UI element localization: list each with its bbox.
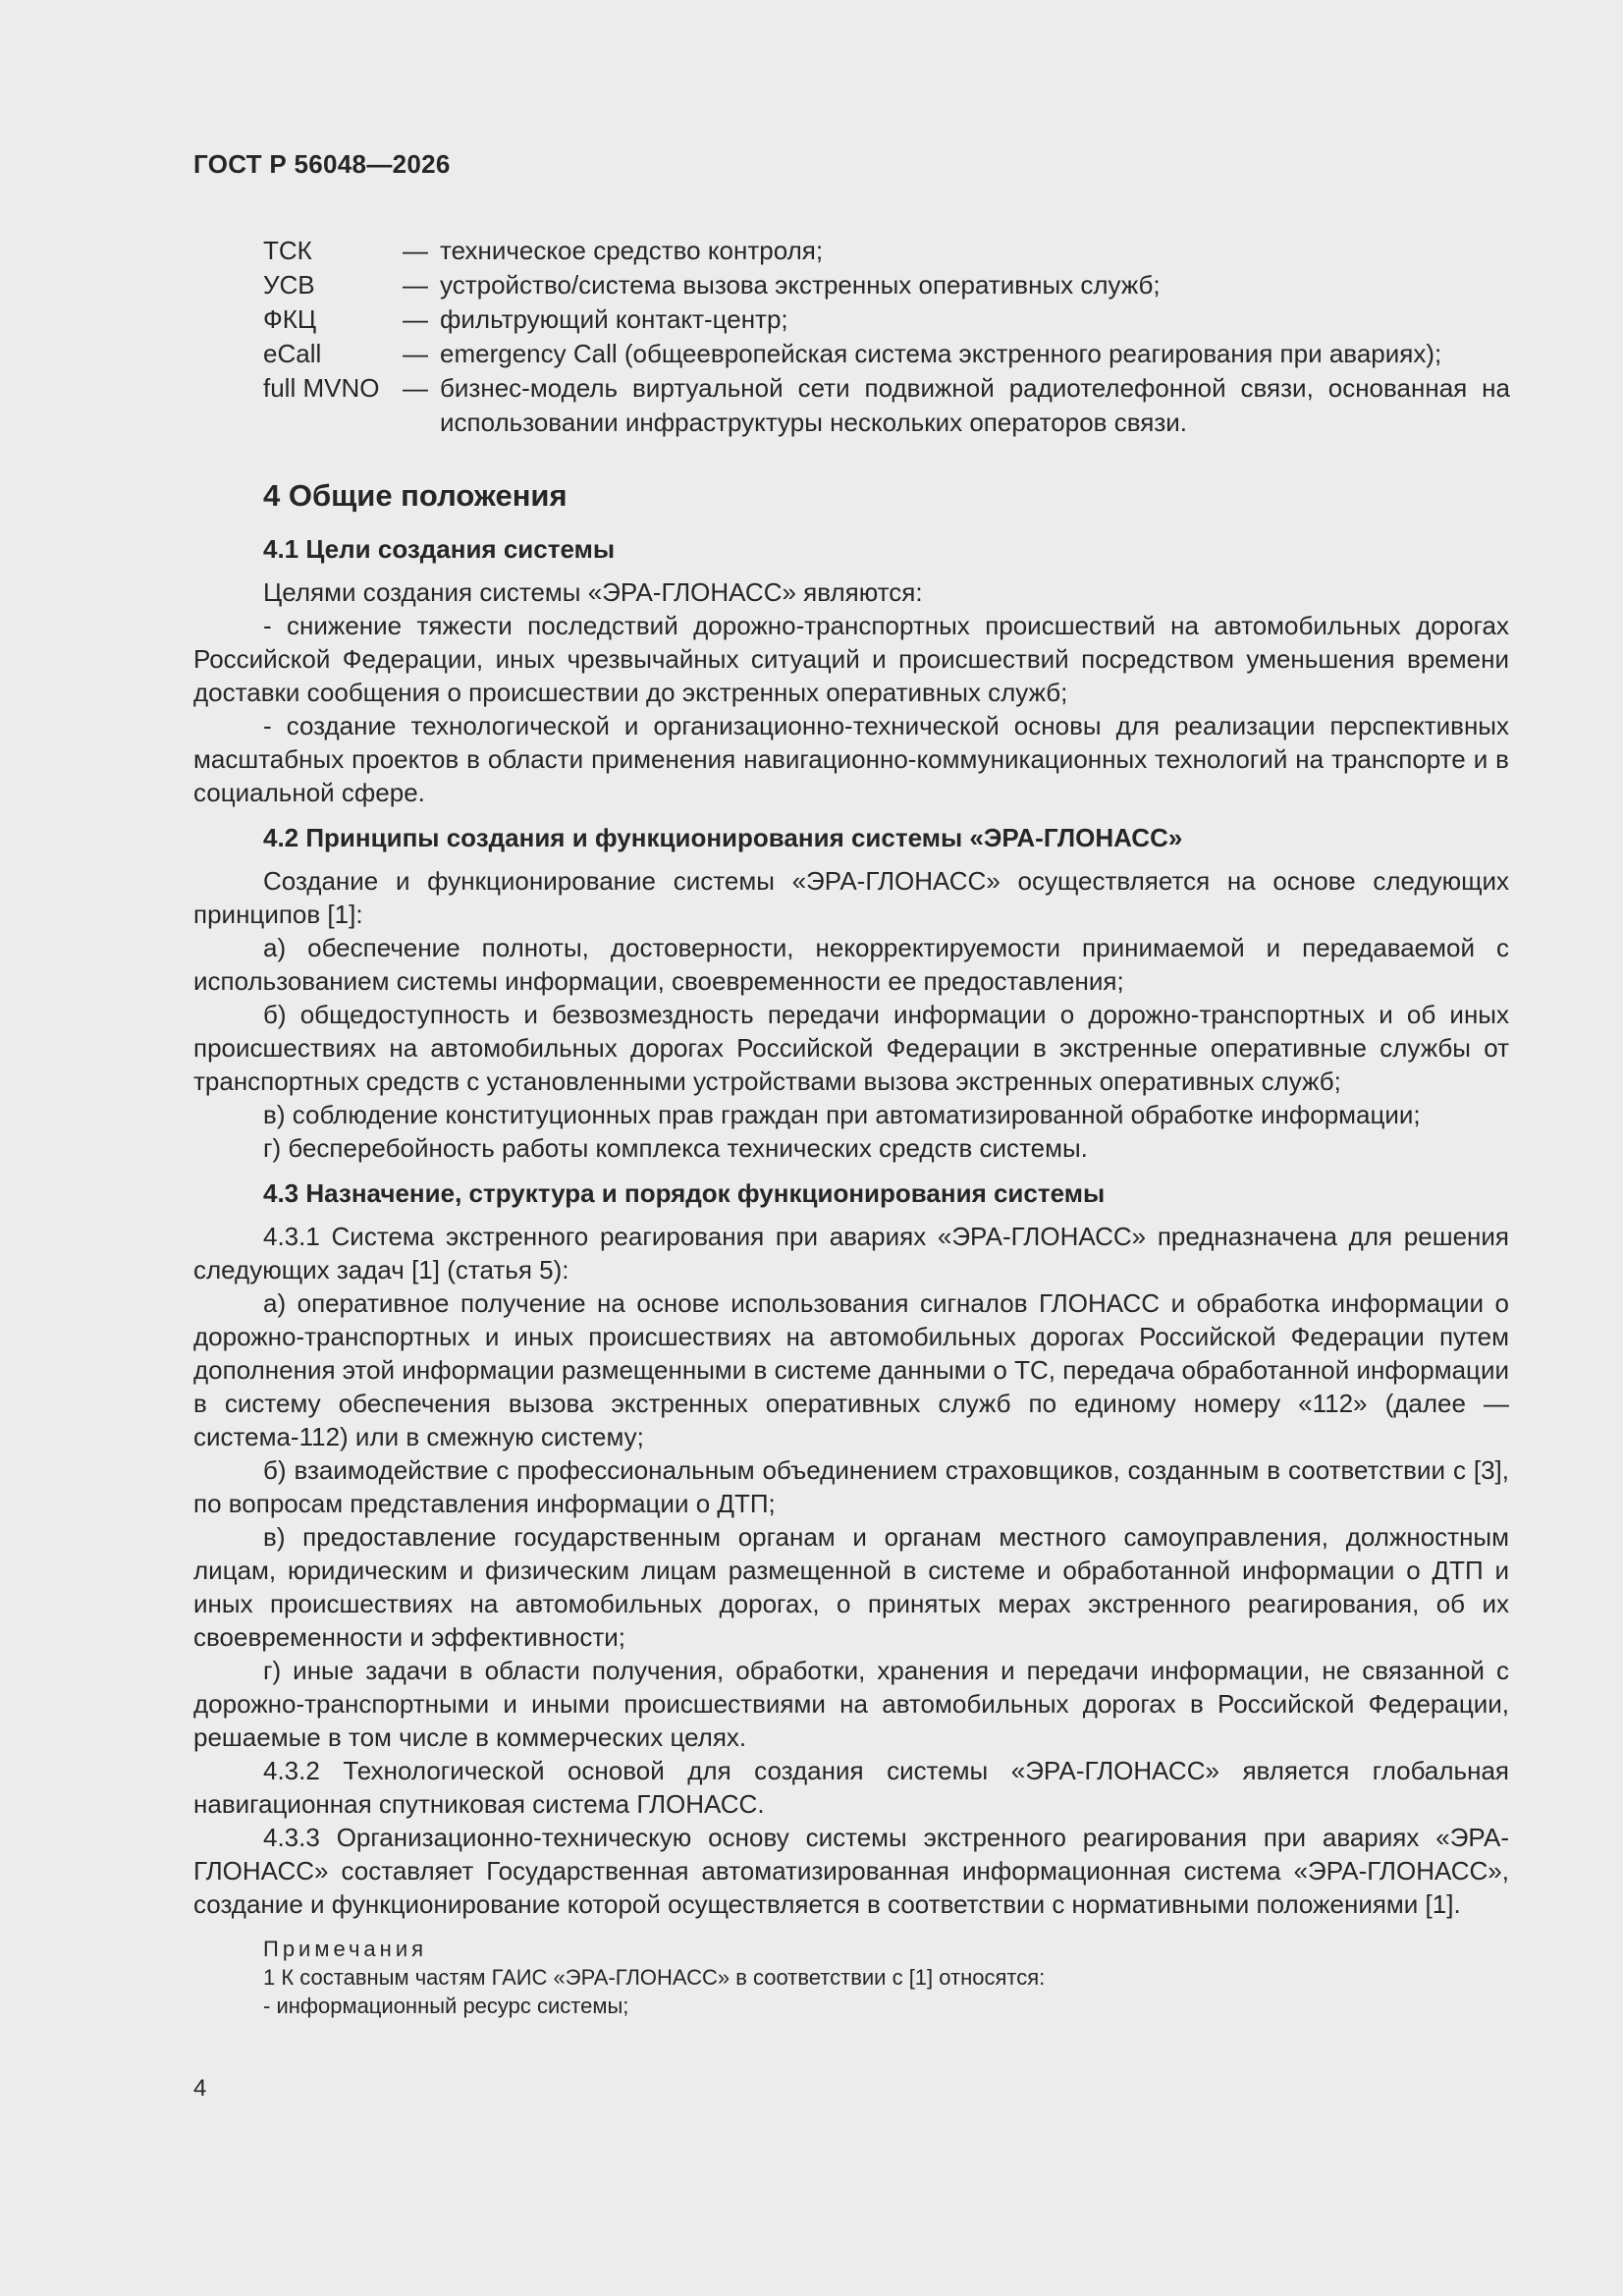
abbreviation-term: УСВ	[263, 270, 315, 300]
abbreviation-dash: —	[403, 304, 428, 334]
abbreviation-definition: техническое средство контроля;	[440, 236, 824, 265]
document-header: ГОСТ Р 56048—2026	[193, 149, 451, 179]
list-item: г) иные задачи в области получения, обработки, хранения и передачи информации, не связанной с дорожно-транспортными и иными происшествиями на автомобильных дорогах в Российской Федерации, решаемые в том числе в коммерческих целях.	[193, 1656, 1509, 1752]
list-item: в) соблюдение конституционных прав граждан при автоматизированной обработке информации;	[263, 1100, 1421, 1129]
list-item: в) предоставление государственным органам и органам местного самоуправления, должностным лицам, юридическим и физическим лицам размещенной в системе и обработанной информации о ДТП и иных происшествиях на автомобильных дорогах, о принятых мерах экстренного реагирования, об их своевременности и эффективности;	[193, 1522, 1509, 1652]
list-item: а) оперативное получение на основе использования сигналов ГЛОНАСС и обработка информации о дорожно-транспортных и иных происшествиях на автомобильных дорогах Российской Федерации путем дополнения этой информации размещенными в системе данными о ТС, передача обработанной информации в систему обеспечения вызова экстренных оперативных служб по единому номеру «112» (далее — система-112) или в смежную систему;	[193, 1288, 1509, 1451]
list-item: а) обеспечение полноты, достоверности, некорректируемости принимаемой и передаваемой с использованием системы информации, своевременности ее предоставления;	[193, 933, 1509, 996]
abbreviation-dash: —	[403, 373, 428, 403]
paragraph: Целями создания системы «ЭРА-ГЛОНАСС» являются:	[263, 577, 923, 607]
note-item: 1 К составным частям ГАИС «ЭРА-ГЛОНАСС» в соответствии с [1] относятся:	[263, 1965, 1046, 1990]
abbreviation-term: eCall	[263, 339, 322, 368]
paragraph: 4.3.3 Организационно-техническую основу системы экстренного реагирования при авариях «ЭРА-ГЛОНАСС» составляет Государственная автоматизированная информационная система «ЭРА-ГЛОНАСС», создание и функционирование которой осуществляется в соответствии с нормативными положениями [1].	[193, 1823, 1509, 1919]
abbreviation-term: full MVNO	[263, 373, 380, 403]
document-body	[193, 471, 1509, 2020]
page-number: 4	[193, 2075, 207, 2102]
list-item: б) взаимодействие с профессиональным объединением страховщиков, созданным в соответствии с [3], по вопросам представления информации о ДТП;	[193, 1455, 1509, 1518]
subsection-heading: 4.1 Цели создания системы	[263, 534, 616, 564]
subsection-heading: 4.3 Назначение, структура и порядок функционирования системы	[263, 1178, 1106, 1208]
paragraph: 4.3.1 Система экстренного реагирования при авариях «ЭРА-ГЛОНАСС» предназначена для решения следующих задач [1] (статья 5):	[193, 1222, 1509, 1285]
abbreviation-definition: бизнес-модель виртуальной сети подвижной радиотелефонной связи, основанная на использовании инфраструктуры нескольких операторов связи.	[440, 373, 1510, 437]
note-item: - информационный ресурс системы;	[263, 1994, 629, 2018]
paragraph: 4.3.2 Технологической основой для создания системы «ЭРА-ГЛОНАСС» является глобальная навигационная спутниковая система ГЛОНАСС.	[193, 1756, 1509, 1819]
abbreviation-definition: emergency Call (общеевропейская система экстренного реагирования при авариях);	[440, 339, 1442, 368]
abbreviation-item	[263, 234, 1510, 268]
abbreviation-dash: —	[403, 339, 428, 368]
notes-title: Примечания	[263, 1937, 428, 1961]
notes-block	[263, 1935, 1509, 2020]
abbreviation-list	[263, 234, 1510, 440]
abbreviation-term: ТСК	[263, 236, 312, 265]
abbreviation-item	[263, 371, 1510, 440]
abbreviation-definition: фильтрующий контакт-центр;	[440, 304, 788, 334]
abbreviation-definition: устройство/система вызова экстренных оперативных служб;	[440, 270, 1161, 300]
section-heading: 4 Общие положения	[263, 478, 568, 513]
subsection-heading: 4.2 Принципы создания и функционирования системы «ЭРА-ГЛОНАСС»	[263, 823, 1183, 852]
list-item: - создание технологической и организационно-технической основы для реализации перспективных масштабных проектов в области применения навигационно-коммуникационных технологий на транспорте и в социальной сфере.	[193, 711, 1509, 807]
list-item: б) общедоступность и безвозмездность передачи информации о дорожно-транспортных и об иных происшествиях на автомобильных дорогах Российской Федерации в экстренные оперативные службы от транспортных средств с установленными устройствами вызова экстренных оперативных служб;	[193, 1000, 1509, 1096]
list-item: - снижение тяжести последствий дорожно-транспортных происшествий на автомобильных дорогах Российской Федерации, иных чрезвычайных ситуаций и происшествий посредством уменьшения времени доставки сообщения о происшествии до экстренных оперативных служб;	[193, 611, 1509, 707]
abbreviation-item	[263, 302, 1510, 337]
abbreviation-dash: —	[403, 236, 428, 265]
abbreviation-term: ФКЦ	[263, 304, 317, 334]
list-item: г) бесперебойность работы комплекса технических средств системы.	[263, 1133, 1088, 1163]
abbreviation-dash: —	[403, 270, 428, 300]
abbreviation-item	[263, 337, 1510, 371]
paragraph: Создание и функционирование системы «ЭРА-ГЛОНАСС» осуществляется на основе следующих принципов [1]:	[193, 866, 1509, 929]
abbreviation-item	[263, 268, 1510, 302]
